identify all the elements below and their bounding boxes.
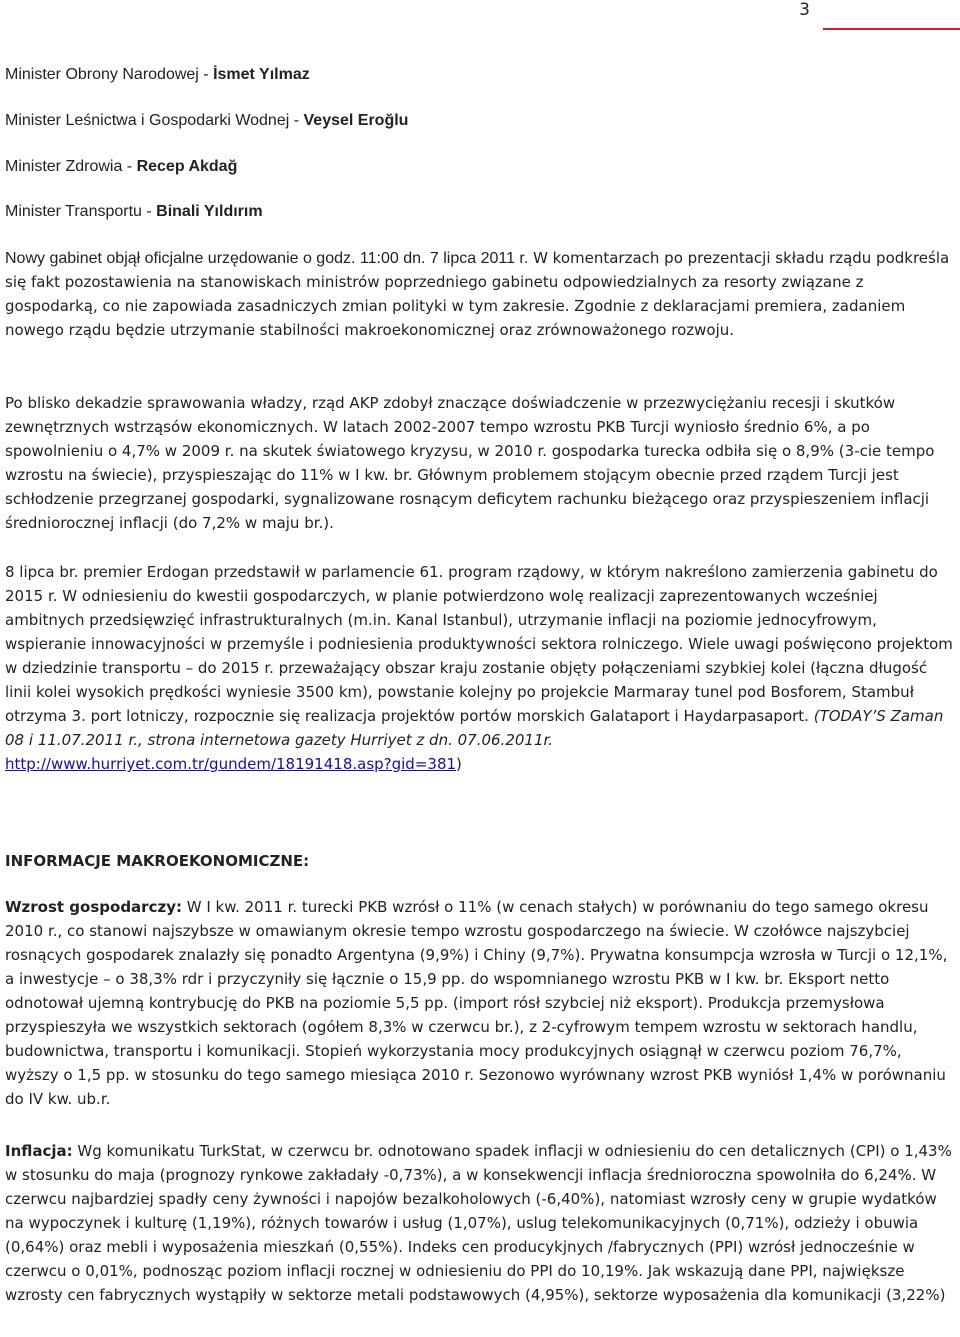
minister-role: Minister Leśnictwa i Gospodarki Wodnej - [5, 112, 304, 129]
akp-paragraph: Po blisko dekadzie sprawowania władzy, rząd AKP zdobył znaczące doświadczenie w przezwyciężaniu recesji i skutków zewnętrznych wstrząsów ekonomicznych. W latach 2002-2007 tempo wzrostu PKB Turcji wyniosło średnio 6%, a po spowolnieniu o 4,7% w 2009 r. na skutek światowego kryzysu, w 2010 r. gospodarka turecka odbiła się o 8,9% (3-cie tempo wzrostu na świecie), przyspieszając do 11% w I kw. br. Głównym problemem stojącym obecnie przed rządem Turcji jest schłodzenie przegrzanej gospodarki, sygnalizowane rosnącym deficytem rachunku bieżącego oraz przyspieszeniem inflacji średniorocznej inflacji (do 7,2% w maju br.). [5, 394, 935, 532]
minister-role: Minister Transportu - [5, 203, 157, 220]
program-source: (TODAY’S Zaman 08 i 11.07.2011 r., strona internetowa gazety Hurriyet z dn. 07.06.2011r. [5, 707, 944, 749]
minister-line-1 [5, 65, 953, 85]
minister-role: Minister Obrony Narodowej - [5, 66, 214, 83]
minister-name: İsmet Yılmaz [213, 66, 310, 83]
wzrost-label: Wzrost gospodarczy: [5, 898, 182, 916]
inflacja-paragraph [5, 1139, 953, 1307]
program-paragraph [5, 560, 953, 776]
section-heading: INFORMACJE MAKROEKONOMICZNE: [5, 852, 310, 870]
gabinet-lead: Nowy gabinet objął oficjalne urzędowanie o godz. 11:00 dn. 7 lipca 2011 r. [5, 250, 529, 267]
minister-name: Veysel Eroğlu [303, 112, 409, 129]
header-rule [823, 28, 960, 30]
inflacja-label: Inflacja: [5, 1142, 73, 1160]
minister-role: Minister Zdrowia - [5, 158, 137, 175]
program-text: 8 lipca br. premier Erdogan przedstawił w parlamencie 61. program rządowy, w którym nakreślono zamierzenia gabinetu do 2015 r. W odniesieniu do kwestii gospodarczych, w planie potwierdzono wolę realizacji zaprezentowanych wcześniej ambitnych przedsięwzięć infrastrukturalnych (m.in. Kanal Istanbul), utrzymanie inflacji na poziomie jednocyfrowym, wspieranie innowacyjności w przemyśle i podniesienia produktywności sektora rolniczego. Wiele uwagi poświęcono projektom w dziedzinie transportu – do 2015 r. przeważający obszar kraju zostanie objęty połączeniami szybkiej kolei (łączna długość linii kolei wysokich prędkości wyniesie 3500 km), powstanie kolejny po projekcie Marmaray tunel pod Bosforem, Stambuł otrzyma 3. port lotniczy, rozpocznie się realizacja projektów portów morskich Galataport i Haydarpasaport. [5, 563, 953, 725]
minister-line-2 [5, 111, 953, 131]
wzrost-text: W I kw. 2011 r. turecki PKB wzrósł o 11% (w cenach stałych) w porównaniu do tego samego okresu 2010 r., co stanowi najszybsze w omawianym okresie tempo wzrostu gospodarczego na świecie. W czołówce najszybciej rosnących gospodarek znalazły się ponadto Argentyna (9,9%) i Chiny (9,7%). Prywatna konsumpcja wzrosła w Turcji o 12,1%, a inwestycje – o 38,3% rdr i przyczyniły się łącznie o 15,9 pp. do wspomnianego wzrostu PKB w I kw. br. Eksport netto odnotował ujemną kontrybucję do PKB na poziomie 5,5 pp. (import rósł szybciej niż eksport). Produkcja przemysłowa przyspieszyła we wszystkich sektorach (ogółem 8,3% w czerwcu br.), z 2-cyfrowym tempem wzrostu w sektorach handlu, budownictwa, transportu i komunikacji. Stopień wykorzystania mocy produkcyjnych osiągnął w czerwcu poziom 76,7%, wyższy o 1,5 pp. w stosunku do tego samego miesiąca 2010 r. Sezonowo wyrównany wzrost PKB wyniósł 1,4% w porównaniu do IV kw. ub.r. [5, 898, 948, 1108]
minister-line-3 [5, 157, 953, 177]
wzrost-paragraph [5, 895, 953, 1111]
link-close: ) [456, 755, 462, 773]
hurriyet-link[interactable]: http://www.hurriyet.com.tr/gundem/18191418.asp?gid=381 [5, 755, 457, 773]
minister-line-4 [5, 202, 953, 222]
gabinet-rest: W komentarzach po prezentacji składu rządu podkreśla się fakt pozostawienia na stanowiskach ministrów poprzedniego gabinetu odpowiedzialnych za resorty związane z gospodarką, co nie zapowiada zasadniczych zmian polityki w tym zakresie. Zgodnie z deklaracjami premiera, zadaniem nowego rządu będzie utrzymanie stabilności makroekonomicznej oraz zrównoważonego rozwoju. [5, 249, 950, 339]
minister-name: Binali Yıldırım [156, 203, 263, 220]
minister-name: Recep Akdağ [136, 158, 238, 175]
inflacja-text: Wg komunikatu TurkStat, w czerwcu br. odnotowano spadek inflacji w odniesieniu do cen detalicznych (CPI) o 1,43% w stosunku do maja (prognozy rynkowe zakładały -0,73%), a w konsekwencji inflacja średnioroczna spowolniła do 6,24%. W czerwcu najbardziej spadły ceny żywności i napojów bezalkoholowych (-6,40%), natomiast wzrosły ceny w grupie wydatków na wypoczynek i kulturę (1,19%), różnych towarów i usług (1,07%), uslug telekomunikacyjnych (0,71%), odzieży i obuwia (0,64%) oraz mebli i wyposażenia mieszkań (0,55%). Indeks cen producykjnych /fabrycznych (PPI) wzrósł jednocześnie w czerwcu o 0,01%, podnosząc poziom inflacji rocznej w odniesieniu do PPI do 10,19%. Jak wskazują dane PPI, największe wzrosty cen fabrycznych wystąpiły w sektorze metali podstawowych (4,95%), sektorze wyposażenia dla komunikacji (3,22%) [5, 1142, 952, 1304]
gabinet-paragraph [5, 246, 953, 342]
page-number: 3 [799, 0, 810, 20]
